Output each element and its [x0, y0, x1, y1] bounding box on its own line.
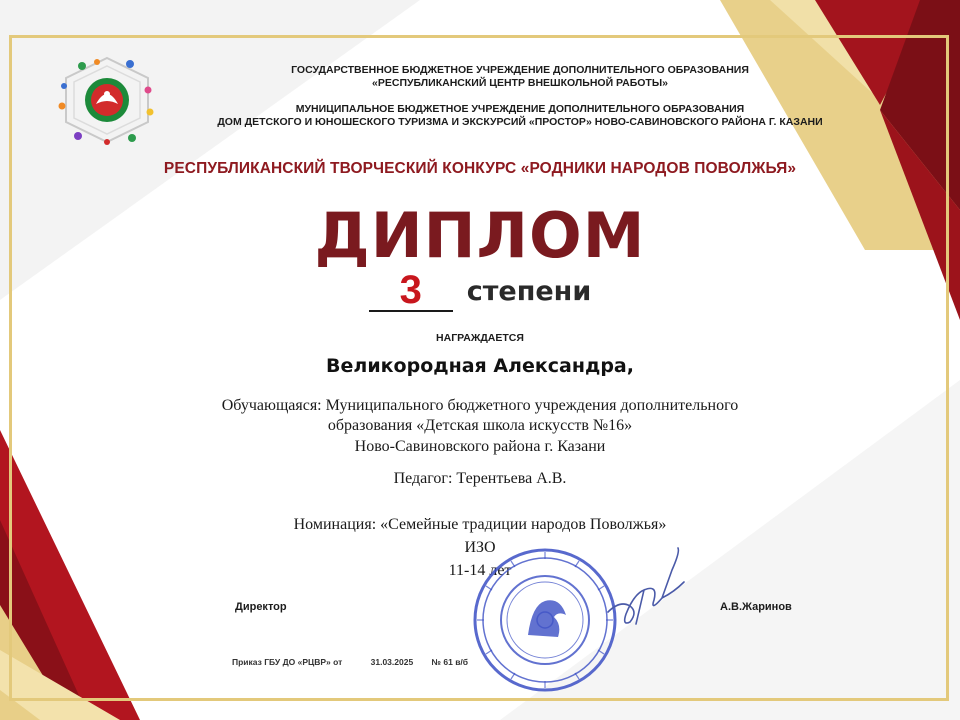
director-name: А.В.Жаринов [720, 601, 792, 613]
hexagon-emblem-icon [52, 54, 162, 146]
category-line: ИЗО [464, 539, 496, 556]
org-line-1: ГОСУДАРСТВЕННОЕ БЮДЖЕТНОЕ УЧРЕЖДЕНИЕ ДОПОЛНИТЕЛЬНОГО ОБРАЗОВАНИЯ [291, 64, 749, 76]
contest-title: РЕСПУБЛИКАНСКИЙ ТВОРЧЕСКИЙ КОНКУРС «РОДНИКИ НАРОДОВ ПОВОЛЖЬЯ» [163, 160, 797, 177]
order-reference [232, 657, 468, 667]
order-number: № 61 в/б [431, 657, 469, 667]
organization-header-1 [200, 64, 840, 90]
org-line-2: «РЕСПУБЛИКАНСКИЙ ЦЕНТР ВНЕШКОЛЬНОЙ РАБОТЫ» [372, 77, 668, 89]
recipient-name: Великородная Александра, [326, 355, 634, 377]
director-label: Директор [235, 601, 287, 613]
degree-number: 3 [369, 270, 453, 312]
student-line-3: Ново-Савиновского района г. Казани [354, 438, 606, 455]
order-label: Приказ ГБУ ДО «РЦВР» от [232, 657, 343, 667]
teacher-line: Педагог: Терентьева А.В. [393, 470, 567, 487]
round-seal-stamp [470, 545, 620, 695]
diploma-title: ДИПЛОМ [314, 199, 646, 272]
degree-word: степени [466, 276, 592, 307]
organization-header-2 [200, 103, 840, 129]
handwritten-signature [600, 540, 710, 630]
student-line-2: образования «Детская школа искусств №16» [327, 417, 633, 434]
awarded-label: НАГРАЖДАЕТСЯ [436, 332, 524, 344]
student-line-1: Обучающаяся: Муниципального бюджетного учреждения дополнительного [221, 397, 739, 414]
age-line: 11-14 лет [448, 562, 512, 579]
degree-row [300, 270, 660, 320]
org-line-4: ДОМ ДЕТСКОГО И ЮНОШЕСКОГО ТУРИЗМА И ЭКСКУРСИЙ «ПРОСТОР» НОВО-САВИНОВСКОГО РАЙОНА Г. КАЗАНИ [217, 116, 823, 128]
order-date: 31.03.2025 [370, 657, 414, 667]
nomination-line: Номинация: «Семейные традиции народов Поволжья» [293, 516, 667, 533]
org-line-3: МУНИЦИПАЛЬНОЕ БЮДЖЕТНОЕ УЧРЕЖДЕНИЕ ДОПОЛНИТЕЛЬНОГО ОБРАЗОВАНИЯ [295, 103, 745, 115]
